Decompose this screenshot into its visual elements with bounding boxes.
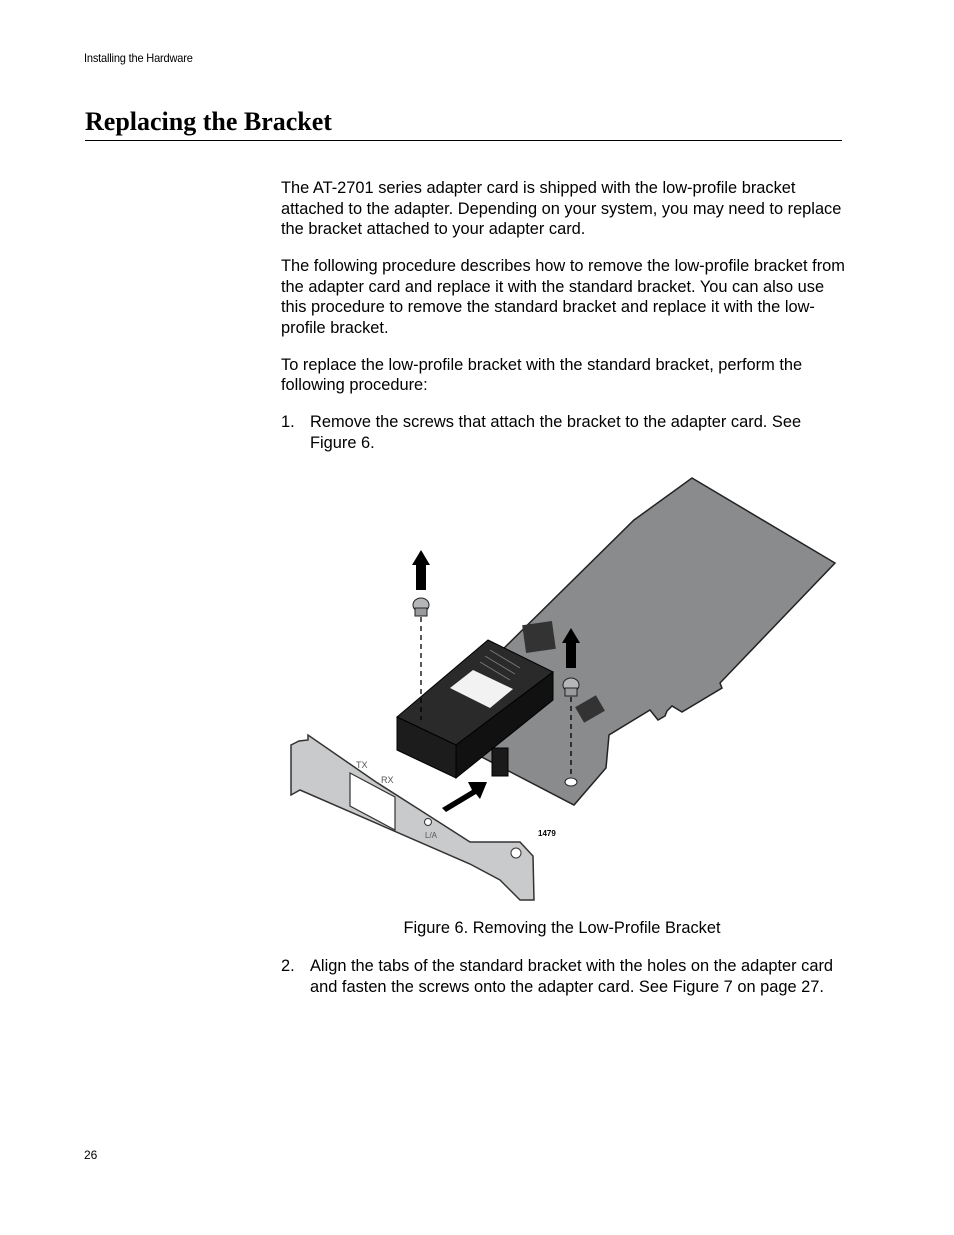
step-1 bbox=[281, 412, 846, 453]
step-text: Align the tabs of the standard bracket with the holes on the adapter card and fasten the screws onto the adapter card. See Figure 7 on page 27. bbox=[310, 957, 834, 996]
paragraph-intro: The AT-2701 series adapter card is shipped with the low-profile bracket attached to the adapter. Depending on your system, you may need to replace the bracket attached to your adapter card. bbox=[281, 179, 842, 238]
body-text bbox=[281, 178, 846, 453]
bracket-removal-illustration bbox=[281, 470, 846, 910]
bracket-led-hole bbox=[425, 819, 432, 826]
bracket-port-label-rx: RX bbox=[381, 775, 394, 785]
step-number: 2. bbox=[281, 957, 295, 975]
bracket-led-label: L/A bbox=[425, 831, 438, 840]
step-text: Remove the screws that attach the bracket to the adapter card. See Figure 6. bbox=[310, 413, 802, 452]
title-rule bbox=[85, 140, 842, 141]
left-up-arrow bbox=[412, 550, 430, 590]
step-number: 1. bbox=[281, 413, 295, 431]
bracket-port-label-tx: TX bbox=[356, 760, 368, 770]
figure-caption: Figure 6. Removing the Low-Profile Bracket bbox=[403, 919, 721, 937]
paragraph-instruction: To replace the low-profile bracket with the standard bracket, perform the following procedure: bbox=[281, 355, 803, 394]
figure-removing-bracket bbox=[281, 470, 846, 910]
led-block bbox=[492, 748, 508, 776]
paragraph-procedure: The following procedure describes how to remove the low-profile bracket from the adapter card and replace it with the standard bracket. You can also use this procedure to remove the standard bracket and replace it with the low-profile bracket. bbox=[281, 257, 845, 337]
page-number: 26 bbox=[84, 1148, 98, 1162]
step-2-container bbox=[281, 956, 846, 997]
card-screw-hole bbox=[565, 778, 577, 786]
bracket-tab-hole bbox=[511, 848, 521, 858]
running-header: Installing the Hardware bbox=[84, 51, 193, 65]
insert-arrow bbox=[442, 782, 487, 812]
step-2 bbox=[281, 956, 846, 997]
card-chip bbox=[522, 621, 556, 653]
figure-id-label: 1479 bbox=[538, 829, 556, 838]
section-title: Replacing the Bracket bbox=[85, 107, 332, 136]
